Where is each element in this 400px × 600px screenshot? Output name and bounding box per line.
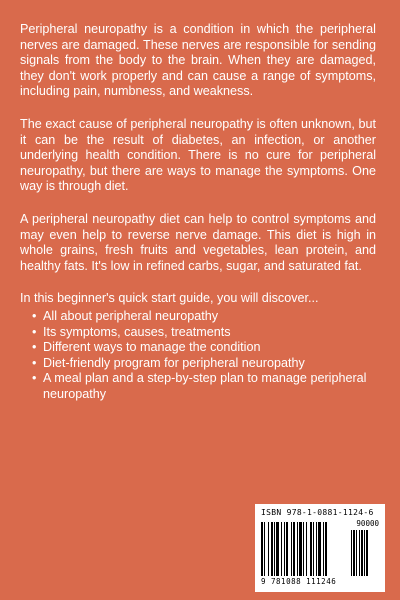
barcode-number: 9 781088 111246 xyxy=(261,577,337,586)
isbn-label: ISBN 978-1-0881-1124-6 xyxy=(261,508,374,517)
list-item: • Different ways to manage the condition xyxy=(32,340,261,355)
isbn-barcode xyxy=(255,504,385,592)
list-item: • A meal plan and a step-by-step plan to manage peripheral neuropathy xyxy=(32,371,367,401)
paragraph-3: A peripheral neuropathy diet can help to control symptoms and may even help to reverse nerve damage. This diet is high in whole grains, fresh fruits and vegetables, lean protein, and healthy fats. It's low in refined carbs, sugar, and saturated fat. xyxy=(20,211,376,273)
list-item: • All about peripheral neuropathy xyxy=(32,308,219,323)
bullet-icon: • xyxy=(32,324,37,339)
list-item: • Its symptoms, causes, treatments xyxy=(32,324,231,339)
paragraph-2: The exact cause of peripheral neuropathy is often unknown, but it can be the result of diabetes, an infection, or another underlying health condition. There is no cure for peripheral neuropathy, but there are ways to manage the symptoms. One way is through diet. xyxy=(20,116,376,194)
bullet-icon: • xyxy=(32,355,37,370)
discover-list xyxy=(20,309,376,403)
bullet-icon: • xyxy=(32,308,37,323)
intro-line: In this beginner's quick start guide, you will discover... xyxy=(20,291,319,306)
list-item: • Diet-friendly program for peripheral neuropathy xyxy=(32,355,305,370)
back-cover-text xyxy=(20,22,376,402)
bullet-icon: • xyxy=(32,371,37,386)
price-code: 90000 xyxy=(356,519,379,528)
paragraph-1: Peripheral neuropathy is a condition in which the peripheral nerves are damaged. These nerves are responsible for sending signals from the body to the brain. When they are damaged, they don't work properly and can cause a range of symptoms, including pain, numbness, and weakness. xyxy=(20,22,376,99)
bullet-icon: • xyxy=(32,340,37,355)
barcode-bars-icon xyxy=(261,518,379,576)
